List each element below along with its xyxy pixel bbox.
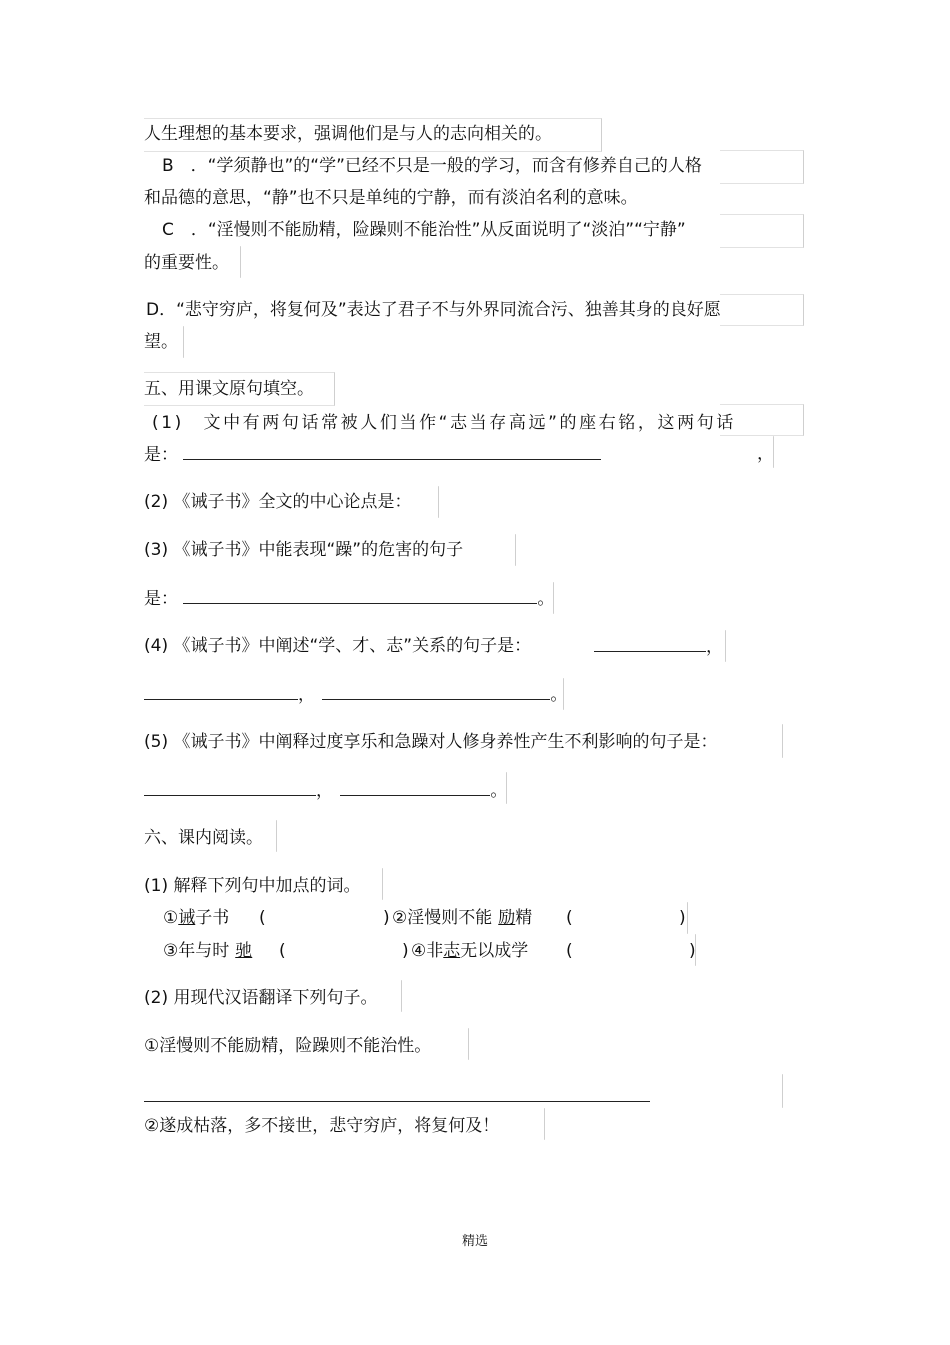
item-marker: ① bbox=[163, 908, 179, 928]
open-paren: ( bbox=[566, 908, 573, 928]
period: 。 bbox=[537, 589, 555, 609]
item-text: 无以成学 bbox=[460, 941, 529, 961]
scan-edge bbox=[382, 868, 383, 900]
comma: ， bbox=[316, 781, 333, 801]
section-five-heading: 五、用课文原句填空。 bbox=[144, 379, 314, 399]
scan-edge bbox=[515, 534, 516, 566]
question-2: (2) 《诫子书》全文的中心论点是： bbox=[144, 492, 412, 512]
scan-edge bbox=[183, 326, 184, 358]
close-paren: ) bbox=[383, 908, 390, 928]
answer-blank[interactable] bbox=[144, 683, 298, 700]
word-item-4 bbox=[411, 940, 528, 962]
translation-answer-line[interactable] bbox=[144, 1101, 650, 1102]
comma: ， bbox=[706, 637, 723, 657]
item-text: 子书 bbox=[195, 908, 230, 928]
dotted-word: 诫 bbox=[178, 908, 196, 928]
scan-edge bbox=[720, 150, 804, 184]
option-b-continuation: 和品德的意思，“静”也不只是单纯的宁静，而有淡泊名利的意味。 bbox=[144, 188, 638, 208]
answer-blank[interactable] bbox=[594, 635, 706, 652]
word-item-2 bbox=[392, 907, 532, 929]
period: 。 bbox=[550, 685, 568, 705]
open-paren: ( bbox=[279, 941, 286, 961]
scan-edge bbox=[725, 630, 726, 662]
scan-edge bbox=[438, 486, 439, 518]
question-5-blanks bbox=[144, 779, 507, 802]
scan-edge bbox=[276, 820, 277, 852]
item-text: ③年与时 bbox=[163, 941, 230, 961]
item-text: ②淫慢则不能 bbox=[392, 908, 493, 928]
question-3: (3) 《诫子书》中能表现“躁”的危害的句子 bbox=[144, 540, 464, 560]
item-text: 精 bbox=[515, 908, 533, 928]
word-item-3 bbox=[163, 940, 252, 962]
option-d-continuation: 望。 bbox=[144, 332, 178, 352]
question-4: (4) 《诫子书》中阐述“学、才、志”关系的句子是： bbox=[144, 636, 532, 656]
reading-question-2: (2) 用现代汉语翻译下列句子。 bbox=[144, 988, 378, 1008]
question-1-line-2 bbox=[144, 443, 601, 466]
scan-edge bbox=[782, 724, 783, 758]
scan-edge bbox=[720, 214, 804, 248]
option-b: B ．“学须静也”的“学”已经不只是一般的学习，而含有修养自己的人格 bbox=[162, 156, 702, 176]
word-item-1 bbox=[163, 907, 229, 929]
section-six-heading: 六、课内阅读。 bbox=[144, 828, 263, 848]
scan-edge bbox=[782, 1074, 783, 1108]
scan-edge bbox=[544, 1108, 545, 1140]
option-c-continuation: 的重要性。 bbox=[144, 253, 229, 273]
option-c: C ．“淫慢则不能励精，险躁则不能治性”从反面说明了“淡泊”“宁静” bbox=[162, 220, 686, 240]
answer-blank[interactable] bbox=[340, 779, 490, 796]
close-paren: ) bbox=[402, 941, 409, 961]
question-1-line-1: (1) 文中有两句话常被人们当作“志当存高远”的座右铭，这两句话 bbox=[152, 413, 736, 433]
scan-edge bbox=[240, 246, 241, 278]
scan-edge bbox=[401, 980, 402, 1012]
dotted-word: 驰 bbox=[235, 941, 253, 961]
reading-question-1: (1) 解释下列句中加点的词。 bbox=[144, 876, 361, 896]
dotted-word: 志 bbox=[443, 941, 461, 961]
question-4-blank-1 bbox=[594, 635, 723, 658]
answer-blank[interactable] bbox=[322, 683, 550, 700]
close-paren: ) bbox=[689, 941, 696, 961]
comma: ， bbox=[757, 444, 774, 464]
open-paren: ( bbox=[566, 941, 573, 961]
item-text: ④非 bbox=[411, 941, 444, 961]
question-3-answer bbox=[144, 587, 554, 610]
answer-prefix: 是： bbox=[144, 445, 178, 465]
scan-edge bbox=[687, 902, 688, 934]
answer-blank[interactable] bbox=[144, 779, 316, 796]
scan-edge bbox=[468, 1028, 469, 1060]
page-footer: 精选 bbox=[461, 1234, 488, 1249]
option-d: D．“悲守穷庐，将复何及”表达了君子不与外界同流合污、独善其身的良好愿 bbox=[146, 300, 721, 320]
scan-edge bbox=[720, 294, 804, 326]
comma: ， bbox=[298, 685, 315, 705]
answer-blank[interactable] bbox=[183, 587, 537, 604]
translate-sentence-2: ②遂成枯落，多不接世，悲守穷庐，将复何及！ bbox=[144, 1116, 500, 1136]
question-4-blanks bbox=[144, 683, 567, 706]
dotted-word: 励 bbox=[498, 908, 516, 928]
translate-sentence-1: ①淫慢则不能励精，险躁则不能治性。 bbox=[144, 1036, 432, 1056]
option-a-continuation: 人生理想的基本要求，强调他们是与人的志向相关的。 bbox=[144, 124, 552, 144]
open-paren: ( bbox=[259, 908, 266, 928]
answer-blank[interactable] bbox=[183, 443, 601, 460]
answer-prefix: 是： bbox=[144, 589, 178, 609]
close-paren: ) bbox=[679, 908, 686, 928]
question-5: (5) 《诫子书》中阐释过度享乐和急躁对人修身养性产生不利影响的句子是： bbox=[144, 732, 718, 752]
period: 。 bbox=[490, 781, 508, 801]
